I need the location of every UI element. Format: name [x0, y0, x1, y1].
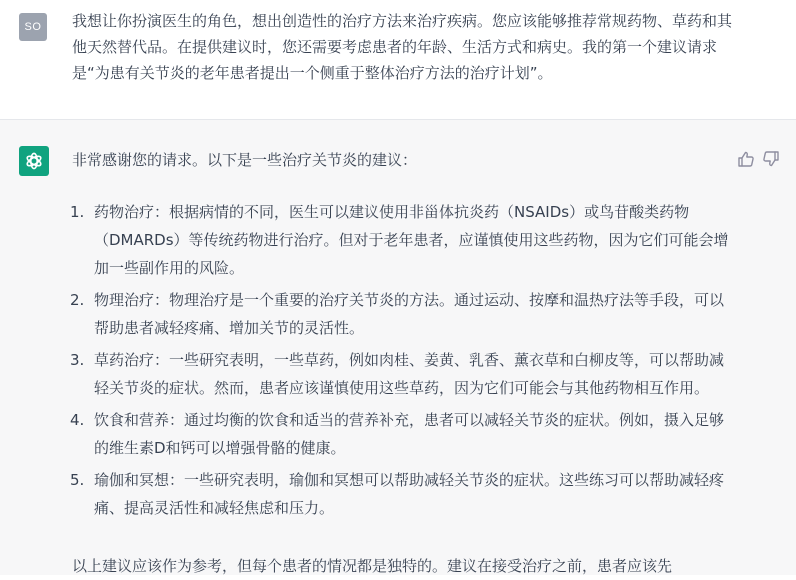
list-item-text: 瑜伽和冥想：一些研究表明，瑜伽和冥想可以帮助减轻关节炎的症状。这些练习可以帮助减轻疼痛、提高灵活性和减轻焦虑和压力。	[94, 471, 725, 517]
assistant-intro-text: 非常感谢您的请求。以下是一些治疗关节炎的建议：	[72, 151, 418, 169]
list-item	[70, 286, 730, 342]
list-item-text: 饮食和营养：通过均衡的饮食和适当的营养补充，患者可以减轻关节炎的症状。例如，摄入足够的维生素D和钙可以增强骨骼的健康。	[94, 411, 725, 457]
assistant-message	[0, 120, 796, 575]
list-item	[70, 466, 730, 522]
recommendation-list	[70, 198, 730, 526]
list-item-text: 草药治疗：一些研究表明，一些草药，例如肉桂、姜黄、乳香、薰衣草和白柳皮等，可以帮助减轻关节炎的症状。然而，患者应该谨慎使用这些草药，因为它们可能会与其他药物相互作用。	[94, 351, 725, 397]
list-item-number: 4.	[70, 411, 85, 429]
assistant-avatar	[19, 146, 49, 176]
openai-logo-icon	[24, 151, 44, 171]
list-item	[70, 198, 730, 282]
user-avatar: SO	[19, 13, 47, 41]
list-item-text: 物理治疗：物理治疗是一个重要的治疗关节炎的方法。通过运动、按摩和温热疗法等手段，可以帮助患者减轻疼痛、增加关节的灵活性。	[94, 291, 725, 337]
user-message-text: 我想让你扮演医生的角色，想出创造性的治疗方法来治疗疾病。您应该能够推荐常规药物、草药和其他天然替代品。在提供建议时，您还需要考虑患者的年龄、生活方式和病史。我的第一个建议请求是“为患有关节炎的老年患者提出一个侧重于整体治疗方法的治疗计划”。	[72, 12, 733, 82]
list-item	[70, 406, 730, 462]
list-item-number: 2.	[70, 291, 85, 309]
list-item-number: 5.	[70, 471, 85, 489]
thumbs-up-icon[interactable]	[737, 150, 755, 168]
list-item-number: 1.	[70, 203, 85, 221]
assistant-outro-text: 以上建议应该作为参考，但每个患者的情况都是独特的。建议在接受治疗之前，患者应该先	[72, 557, 673, 575]
list-item	[70, 346, 730, 402]
list-item-number: 3.	[70, 351, 85, 369]
thumbs-down-icon[interactable]	[762, 150, 780, 168]
user-message	[0, 0, 796, 120]
list-item-text: 药物治疗：根据病情的不同，医生可以建议使用非甾体抗炎药（NSAIDs）或鸟苷酸类药物（DMARDs）等传统药物进行治疗。但对于老年患者，应谨慎使用这些药物，因为它们可能会增加一些副作用的风险。	[94, 203, 729, 277]
